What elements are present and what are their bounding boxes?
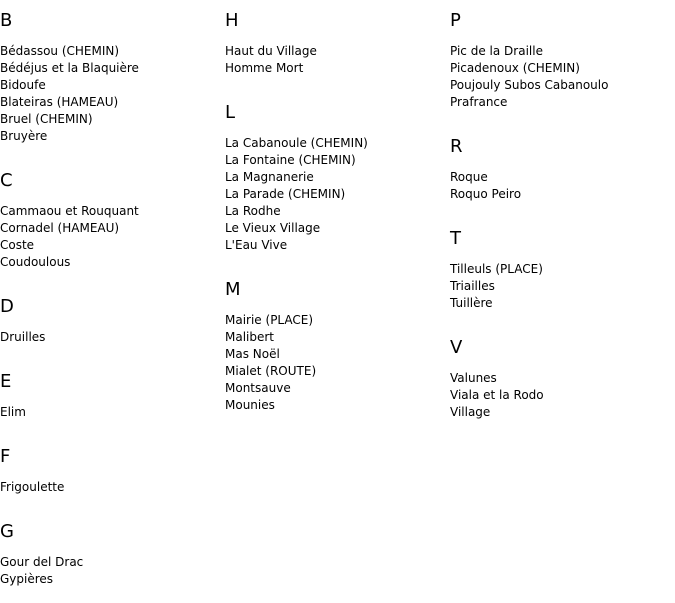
letter-group-l bbox=[225, 92, 450, 254]
section-letter: P bbox=[450, 10, 461, 31]
street-link[interactable]: Frigoulette bbox=[0, 480, 65, 494]
street-link[interactable]: Elim bbox=[0, 405, 26, 419]
street-link[interactable]: Bidoufe bbox=[0, 78, 46, 92]
street-link[interactable]: Mialet (ROUTE) bbox=[225, 364, 317, 378]
street-link[interactable]: Viala et la Rodo bbox=[450, 388, 544, 402]
street-link[interactable]: Mas Noël bbox=[225, 347, 280, 361]
letter-group-r bbox=[450, 126, 675, 203]
letter-group-b bbox=[0, 0, 225, 145]
street-link[interactable]: Gypières bbox=[0, 572, 54, 586]
street-link[interactable]: Montsauve bbox=[225, 381, 291, 395]
letter-group-g bbox=[0, 511, 225, 588]
street-link[interactable]: Poujouly Subos Cabanoulo bbox=[450, 78, 609, 92]
street-link[interactable]: Mairie (PLACE) bbox=[225, 313, 314, 327]
street-link[interactable]: Cammaou et Rouquant bbox=[0, 204, 139, 218]
street-link[interactable]: Malibert bbox=[225, 330, 275, 344]
section-letter: L bbox=[225, 102, 236, 123]
street-link[interactable]: La Magnanerie bbox=[225, 170, 314, 184]
section-letter: D bbox=[0, 296, 14, 317]
index-column-1 bbox=[0, 0, 225, 603]
street-link[interactable]: Coste bbox=[0, 238, 35, 252]
street-link[interactable]: Gour del Drac bbox=[0, 555, 84, 569]
street-link[interactable]: La Fontaine (CHEMIN) bbox=[225, 153, 356, 167]
street-link[interactable]: Bédéjus et la Blaquière bbox=[0, 61, 139, 75]
section-letter: V bbox=[450, 337, 463, 358]
section-letter: B bbox=[0, 10, 13, 31]
street-link[interactable]: Tilleuls (PLACE) bbox=[450, 262, 543, 276]
street-link[interactable]: Pic de la Draille bbox=[450, 44, 543, 58]
street-link[interactable]: La Cabanoule (CHEMIN) bbox=[225, 136, 368, 150]
index-column-2 bbox=[225, 0, 450, 429]
street-link[interactable]: Bruel (CHEMIN) bbox=[0, 112, 93, 126]
street-link[interactable]: Coudoulous bbox=[0, 255, 71, 269]
letter-group-d bbox=[0, 286, 225, 346]
street-link[interactable]: Tuillère bbox=[450, 296, 493, 310]
section-letter: G bbox=[0, 521, 14, 542]
street-link[interactable]: Cornadel (HAMEAU) bbox=[0, 221, 120, 235]
section-letter: R bbox=[450, 136, 463, 157]
street-link[interactable]: La Parade (CHEMIN) bbox=[225, 187, 346, 201]
street-link[interactable]: Bruyère bbox=[0, 129, 48, 143]
street-link[interactable]: Haut du Village bbox=[225, 44, 317, 58]
street-link[interactable]: Triailles bbox=[450, 279, 495, 293]
street-link[interactable]: Druilles bbox=[0, 330, 46, 344]
index-column-3 bbox=[450, 0, 675, 436]
section-letter: E bbox=[0, 371, 12, 392]
letter-group-h bbox=[225, 0, 450, 77]
section-letter: T bbox=[450, 228, 461, 249]
street-link[interactable]: Le Vieux Village bbox=[225, 221, 321, 235]
letter-group-e bbox=[0, 361, 225, 421]
street-link[interactable]: Prafrance bbox=[450, 95, 508, 109]
section-letter: H bbox=[225, 10, 239, 31]
letter-group-v bbox=[450, 327, 675, 421]
letter-group-f bbox=[0, 436, 225, 496]
letter-group-c bbox=[0, 160, 225, 271]
street-link[interactable]: La Rodhe bbox=[225, 204, 281, 218]
section-letter: F bbox=[0, 446, 11, 467]
section-letter: C bbox=[0, 170, 13, 191]
street-link[interactable]: Mounies bbox=[225, 398, 275, 412]
street-link[interactable]: Valunes bbox=[450, 371, 497, 385]
letter-group-t bbox=[450, 218, 675, 312]
street-link[interactable]: Picadenoux (CHEMIN) bbox=[450, 61, 580, 75]
letter-group-m bbox=[225, 269, 450, 414]
street-link[interactable]: Roque bbox=[450, 170, 488, 184]
street-link[interactable]: Blateiras (HAMEAU) bbox=[0, 95, 119, 109]
street-link[interactable]: Homme Mort bbox=[225, 61, 304, 75]
street-link[interactable]: Bédassou (CHEMIN) bbox=[0, 44, 120, 58]
street-link[interactable]: Village bbox=[450, 405, 491, 419]
letter-group-p bbox=[450, 0, 675, 111]
street-link[interactable]: Roquo Peiro bbox=[450, 187, 522, 201]
section-letter: M bbox=[225, 279, 241, 300]
street-link[interactable]: L'Eau Vive bbox=[225, 238, 288, 252]
